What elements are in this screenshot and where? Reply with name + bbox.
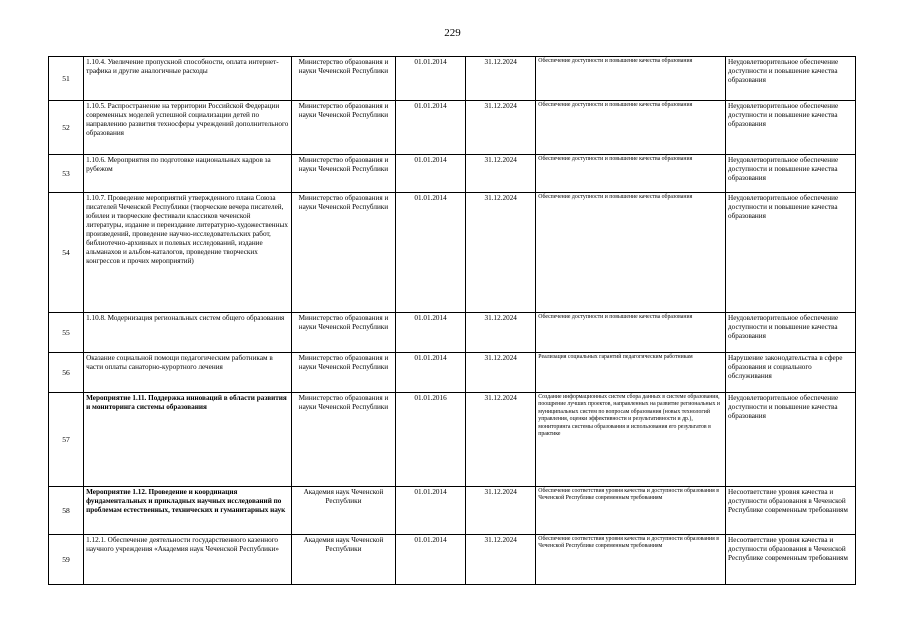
row-start-date: 01.01.2014 bbox=[395, 313, 465, 353]
table-row bbox=[49, 487, 856, 535]
row-number: 52 bbox=[49, 101, 84, 155]
row-executor: Министерство образования и науки Чеченской Республики bbox=[292, 101, 396, 155]
table-row bbox=[49, 101, 856, 155]
row-executor: Министерство образования и науки Чеченской Республики bbox=[292, 313, 396, 353]
table-row bbox=[49, 393, 856, 487]
row-risk: Неудовлетворительное обеспечение доступности и повышение качества образования bbox=[726, 155, 856, 193]
row-executor: Академия наук Чеченской Республики bbox=[292, 535, 396, 585]
table-row bbox=[49, 193, 856, 313]
row-expected-result: Создание информационных систем сбора данных в системе образования, поощрение лучших проектов, направленных на развитие региональных и муниципальных систем по вопросам образования (новых технологий управления, оценки эффективности и результативности и др.), мониторинга системы образования и использования его результатов в практике bbox=[536, 393, 726, 487]
row-start-date: 01.01.2014 bbox=[395, 487, 465, 535]
row-executor: Министерство образования и науки Чеченской Республики bbox=[292, 353, 396, 393]
row-executor: Академия наук Чеченской Республики bbox=[292, 487, 396, 535]
row-activity-name: Мероприятие 1.12. Проведение и координация фундаментальных и прикладных научных исследований по проблемам естественных, технических и гуманитарных наук bbox=[84, 487, 292, 535]
row-executor: Министерство образования и науки Чеченской Республики bbox=[292, 155, 396, 193]
row-executor: Министерство образования и науки Чеченской Республики bbox=[292, 57, 396, 101]
table-row bbox=[49, 155, 856, 193]
row-risk: Неудовлетворительное обеспечение доступности и повышение качества образования bbox=[726, 193, 856, 313]
row-start-date: 01.01.2014 bbox=[395, 101, 465, 155]
row-end-date: 31.12.2024 bbox=[466, 101, 536, 155]
row-end-date: 31.12.2024 bbox=[466, 393, 536, 487]
row-number: 53 bbox=[49, 155, 84, 193]
row-activity-name: 1.10.4. Увеличение пропускной способности, оплата интернет-трафика и другие аналогичные расходы bbox=[84, 57, 292, 101]
row-expected-result: Обеспечение доступности и повышение качества образования bbox=[536, 193, 726, 313]
row-activity-name: 1.10.6. Мероприятия по подготовке национальных кадров за рубежом bbox=[84, 155, 292, 193]
row-start-date: 01.01.2014 bbox=[395, 535, 465, 585]
row-expected-result: Реализация социальных гарантий педагогическим работникам bbox=[536, 353, 726, 393]
row-activity-name: Мероприятие 1.11. Поддержка инноваций в области развития и мониторинга системы образования bbox=[84, 393, 292, 487]
page-number: 229 bbox=[444, 27, 461, 39]
row-end-date: 31.12.2024 bbox=[466, 313, 536, 353]
row-number: 56 bbox=[49, 353, 84, 393]
row-risk: Несоответствие уровня качества и доступности образования в Чеченской Республике современным требованиям bbox=[726, 535, 856, 585]
row-executor: Министерство образования и науки Чеченской Республики bbox=[292, 393, 396, 487]
row-end-date: 31.12.2024 bbox=[466, 57, 536, 101]
row-end-date: 31.12.2024 bbox=[466, 535, 536, 585]
row-expected-result: Обеспечение соответствия уровня качества и доступности образования в Чеченской Республике современным требованиям bbox=[536, 535, 726, 585]
row-executor: Министерство образования и науки Чеченской Республики bbox=[292, 193, 396, 313]
row-expected-result: Обеспечение доступности и повышение качества образования bbox=[536, 101, 726, 155]
program-table bbox=[48, 56, 856, 585]
row-start-date: 01.01.2014 bbox=[395, 353, 465, 393]
row-risk: Несоответствие уровня качества и доступности образования в Чеченской Республике современным требованиям bbox=[726, 487, 856, 535]
row-number: 59 bbox=[49, 535, 84, 585]
row-start-date: 01.01.2016 bbox=[395, 393, 465, 487]
row-expected-result: Обеспечение доступности и повышение качества образования bbox=[536, 155, 726, 193]
row-risk: Нарушение законодательства в сфере образования и социального обслуживания bbox=[726, 353, 856, 393]
row-activity-name: 1.10.8. Модернизация региональных систем общего образования bbox=[84, 313, 292, 353]
row-activity-name: 1.10.5. Распространение на территории Российской Федерации современных моделей успешной социализации детей по направлению развития техносферы учреждений дополнительного образования bbox=[84, 101, 292, 155]
row-risk: Неудовлетворительное обеспечение доступности и повышение качества образования bbox=[726, 313, 856, 353]
row-end-date: 31.12.2024 bbox=[466, 487, 536, 535]
row-number: 54 bbox=[49, 193, 84, 313]
table-row bbox=[49, 57, 856, 101]
table-row bbox=[49, 535, 856, 585]
row-number: 51 bbox=[49, 57, 84, 101]
row-end-date: 31.12.2024 bbox=[466, 353, 536, 393]
row-activity-name: Оказание социальной помощи педагогическим работникам в части оплаты санаторно-курортного лечения bbox=[84, 353, 292, 393]
row-end-date: 31.12.2024 bbox=[466, 193, 536, 313]
row-activity-name: 1.10.7. Проведение мероприятий утвержденного плана Союза писателей Чеченской Республики (творческие вечера писателей, юбилеи и творческие фестивали классиков чеченской литературы, издание и переиздание литературно-художественных произведений, проведение научно-исследовательских работ, библиотечно-архивных и полевых исследований, издание альманахов и альбом-каталогов, проведение творческих конгрессов и прочих мероприятий) bbox=[84, 193, 292, 313]
row-number: 58 bbox=[49, 487, 84, 535]
row-start-date: 01.01.2014 bbox=[395, 155, 465, 193]
row-number: 57 bbox=[49, 393, 84, 487]
row-risk: Неудовлетворительное обеспечение доступности и повышение качества образования bbox=[726, 393, 856, 487]
row-risk: Неудовлетворительное обеспечение доступности и повышение качества образования bbox=[726, 57, 856, 101]
row-number: 55 bbox=[49, 313, 84, 353]
row-expected-result: Обеспечение доступности и повышение качества образования bbox=[536, 57, 726, 101]
row-activity-name: 1.12.1. Обеспечение деятельности государственного казенного научного учреждения «Академия наук Чеченской Республики» bbox=[84, 535, 292, 585]
row-risk: Неудовлетворительное обеспечение доступности и повышение качества образования bbox=[726, 101, 856, 155]
row-end-date: 31.12.2024 bbox=[466, 155, 536, 193]
row-expected-result: Обеспечение доступности и повышение качества образования bbox=[536, 313, 726, 353]
row-expected-result: Обеспечение соответствия уровня качества и доступности образования в Чеченской Республике современным требованиям bbox=[536, 487, 726, 535]
row-start-date: 01.01.2014 bbox=[395, 193, 465, 313]
table-row bbox=[49, 353, 856, 393]
row-start-date: 01.01.2014 bbox=[395, 57, 465, 101]
table-row bbox=[49, 313, 856, 353]
